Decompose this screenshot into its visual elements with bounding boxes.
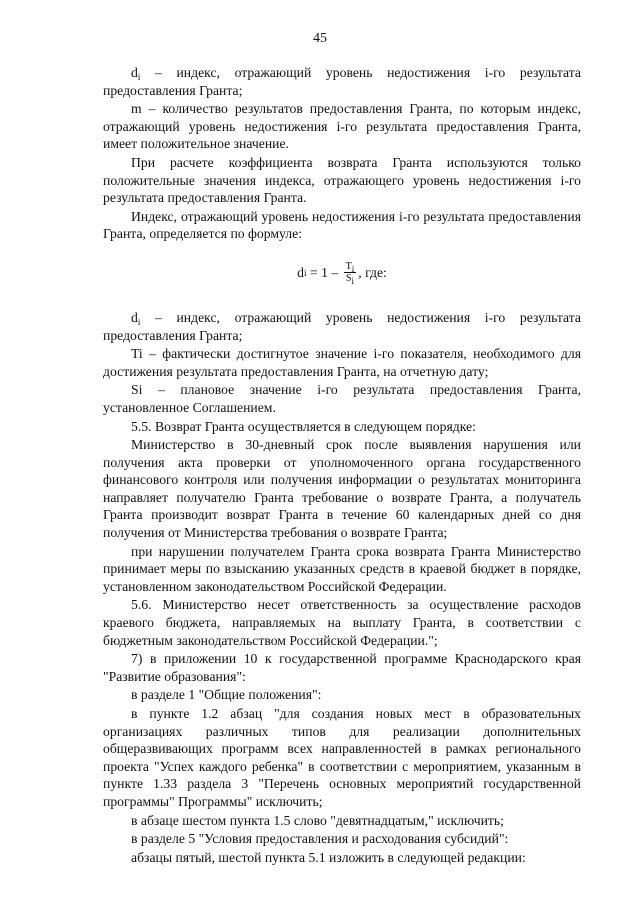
paragraph-index-def-top xyxy=(103,64,581,99)
formula-lhs: d xyxy=(297,265,304,281)
formula-fraction xyxy=(344,261,357,287)
formula-denominator-sub: i xyxy=(351,276,354,287)
page-number: 45 xyxy=(313,31,327,46)
paragraph-5-5: 5.5. Возврат Гранта осуществляется в следующем порядке: xyxy=(131,418,476,434)
paragraph-index-def-bottom xyxy=(103,309,581,344)
paragraph-violation-measures: при нарушении получателем Гранта срока возврата Гранта Министерство принимает меры по взысканию указанных средств в краевой бюджет в порядке, установленном законодательством Российской Федерации. xyxy=(103,543,581,594)
var-symbol: d xyxy=(131,309,138,325)
formula-numerator: T xyxy=(345,261,352,273)
paragraph-text: – индекс, отражающий уровень недостижения i-го результата предоставления Гранта; xyxy=(103,65,581,98)
paragraph-section-1: в разделе 1 "Общие положения": xyxy=(131,687,322,703)
paragraph-item-7: 7) в приложении 10 к государственной программе Краснодарского края "Развитие образования": xyxy=(103,651,581,684)
formula-suffix: , где: xyxy=(358,265,387,281)
formula-numerator-sub: i xyxy=(351,264,355,275)
paragraph-5-6: 5.6. Министерство несет ответственность за осуществление расходов краевого бюджета, направляемых на выплату Гранта, в соответствии с бюджетным законодательством Российской Федерации."; xyxy=(103,597,581,648)
paragraph-m-def: m – количество результатов предоставления Гранта, по которым индекс, отражающий уровень недостижения i-го результата предоставления Гранта, имеет положительное значение. xyxy=(103,101,581,152)
paragraph-point-1-5: в абзаце шестом пункта 1.5 слово "девятнадцатым," исключить; xyxy=(131,812,504,828)
paragraph-ti-def: Ti – фактически достигнутое значение i-го показателя, необходимого для достижения результата предоставления Гранта, на отчетную дату; xyxy=(103,346,581,379)
var-subscript: i xyxy=(137,316,141,327)
paragraph-text: – индекс, отражающий уровень недостижения i-го результата предоставления Гранта; xyxy=(103,309,581,343)
var-symbol: d xyxy=(131,65,138,80)
paragraph-formula-intro: Индекс, отражающий уровень недостижения i-го результата предоставления Гранта, определяется по формуле: xyxy=(103,208,581,242)
paragraph-point-5-1: абзацы пятый, шестой пункта 5.1 изложить в следующей редакции: xyxy=(131,849,526,865)
paragraph-coefficient-note: При расчете коэффициента возврата Гранта используются только положительные значения индекса, отражающего уровень недостижения i-го результата предоставления Гранта. xyxy=(103,154,581,206)
paragraph-point-1-2: в пункте 1.2 абзац "для создания новых мест в образовательных организациях различных типов для реализации дополнительных общеразвивающих программ всех направленностей в рамках регионального проекта "Успех каждого ребенка" в соответствии с мероприятием, указанным в пункте 1.33 раздела 3 "Перечень основных мероприятий государственной программы" Программы" исключить; xyxy=(103,706,581,809)
paragraph-si-def: Si – плановое значение i-го результата предоставления Гранта, установленное Соглашением. xyxy=(103,382,581,415)
paragraph-section-5: в разделе 5 "Условия предоставления и расходования субсидий": xyxy=(131,831,509,847)
formula-denominator: S xyxy=(345,273,352,285)
formula: d i = 1 – $\frac{T_i}{S_i}$ , где: xyxy=(297,261,387,287)
var-subscript: i xyxy=(137,72,141,82)
document-body xyxy=(103,64,581,867)
paragraph-ministry-procedure: Министерство в 30-дневный срок после выявления нарушения или получения акта проверки от уполномоченного органа государственного финансового контроля или получения информации о результатах мониторинга направляет получателю Гранта требование о возврате Гранта, а получатель Гранта производит возврат Гранта в течение 60 календарных дней со дня получения от Министерства требования о возврате Гранта; xyxy=(103,437,581,541)
formula-equals: = 1 – xyxy=(306,265,342,281)
